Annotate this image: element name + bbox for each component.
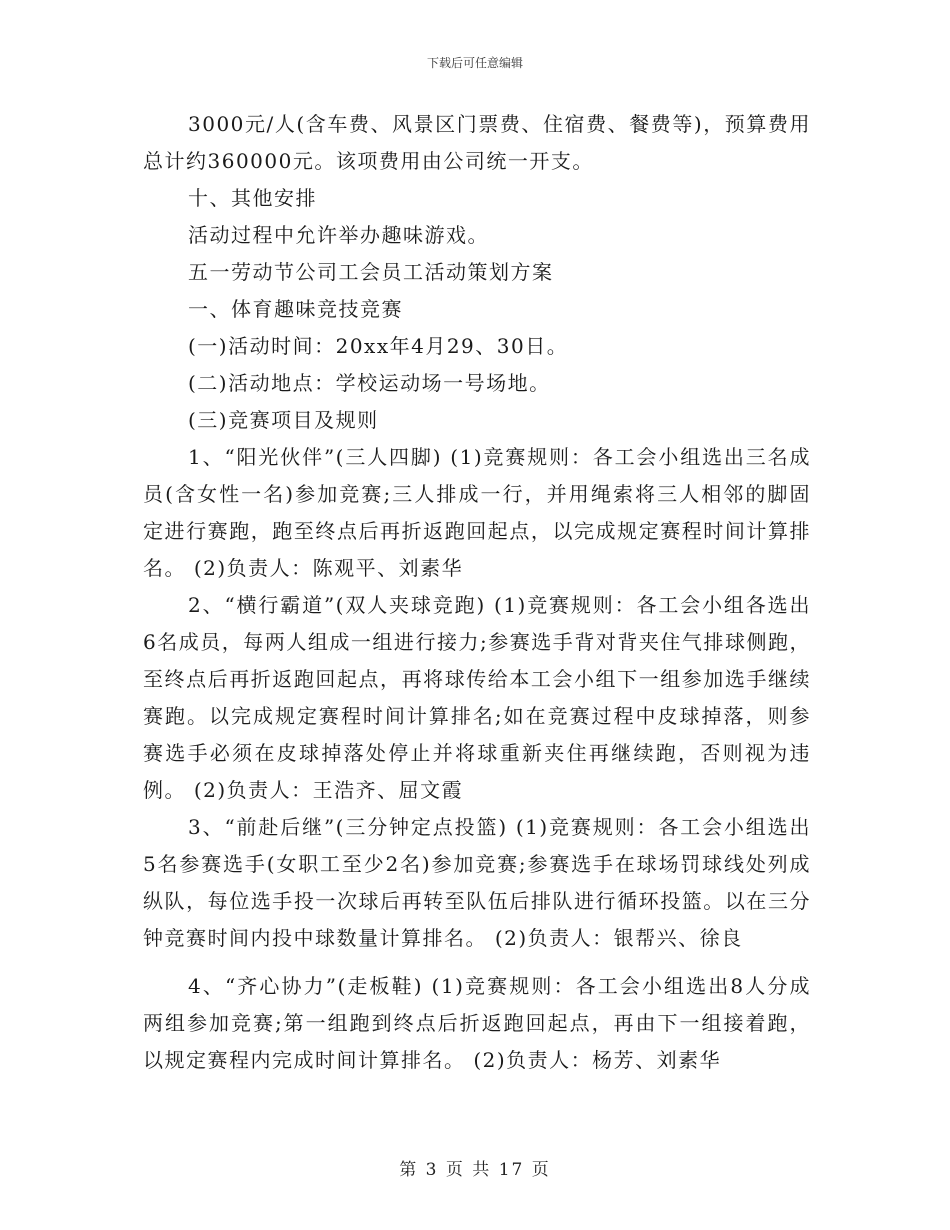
paragraph-budget: 3000元/人(含车费、风景区门票费、住宿费、餐费等)，预算费用总计约360000元。该项费用由公司统一开支。 — [143, 112, 811, 173]
event-sunshine-partners: 1、“阳光伙伴”(三人四脚) (1)竞赛规则：各工会小组选出三名成员(含女性一名)参加竞赛;三人排成一行，并用绳索将三人相邻的脚固定进行赛跑，跑至终点后再折返跑回起点，以完成规定赛程时间计算排名。 (2)负责人：陈观平、刘素华 — [143, 445, 811, 580]
paragraph-activity-time: (一)活动时间：20xx年4月29、30日。 — [188, 334, 569, 358]
event-sideways-ball-run: 2、“横行霸道”(双人夹球竞跑) (1)竞赛规则：各工会小组各选出6名成员，每两人组成一组进行接力;参赛选手背对背夹住气排球侧跑，至终点后再折返跑回起点，再将球传给本工会小组下一组参加选手继续赛跑。以完成规定赛程时间计算排名;如在竞赛过程中皮球掉落，则参赛选手必须在皮球掉落处停止并将球重新夹住再继续跑，否则视为违例。 (2)负责人：王浩齐、屈文霞 — [143, 593, 811, 802]
paragraph-gap — [143, 957, 811, 968]
page-number-footer: 第 3 页 共 17 页 — [399, 1160, 551, 1180]
heading-events-and-rules: (三)竞赛项目及规则 — [188, 408, 379, 432]
event-three-minute-shooting: 3、“前赴后继”(三分钟定点投篮) (1)竞赛规则：各工会小组选出5名参赛选手(女职工至少2名)参加竞赛;参赛选手在球场罚球线处列成纵队，每位选手投一次球后再转至队伍后排队进行循环投篮。以在三分钟竞赛时间内投中球数量计算排名。 (2)负责人：银帮兴、徐良 — [143, 815, 811, 950]
document-body — [143, 106, 811, 1079]
event-board-shoes: 4、“齐心协力”(走板鞋) (1)竞赛规则：各工会小组选出8人分成两组参加竞赛;第一组跑到终点后折返跑回起点，再由下一组接着跑，以规定赛程内完成时间计算排名。 (2)负责人：杨芳、刘素华 — [143, 974, 811, 1072]
header-note: 下载后可任意编辑 — [426, 56, 523, 70]
document-title: 五一劳动节公司工会员工活动策划方案 — [188, 260, 554, 284]
heading-sports-competition: 一、体育趣味竞技竞赛 — [188, 297, 403, 321]
paragraph-games-allowed: 活动过程中允许举办趣味游戏。 — [188, 223, 489, 247]
paragraph-activity-location: (二)活动地点：学校运动场一号场地。 — [188, 371, 551, 395]
heading-other-arrangements: 十、其他安排 — [188, 186, 317, 210]
